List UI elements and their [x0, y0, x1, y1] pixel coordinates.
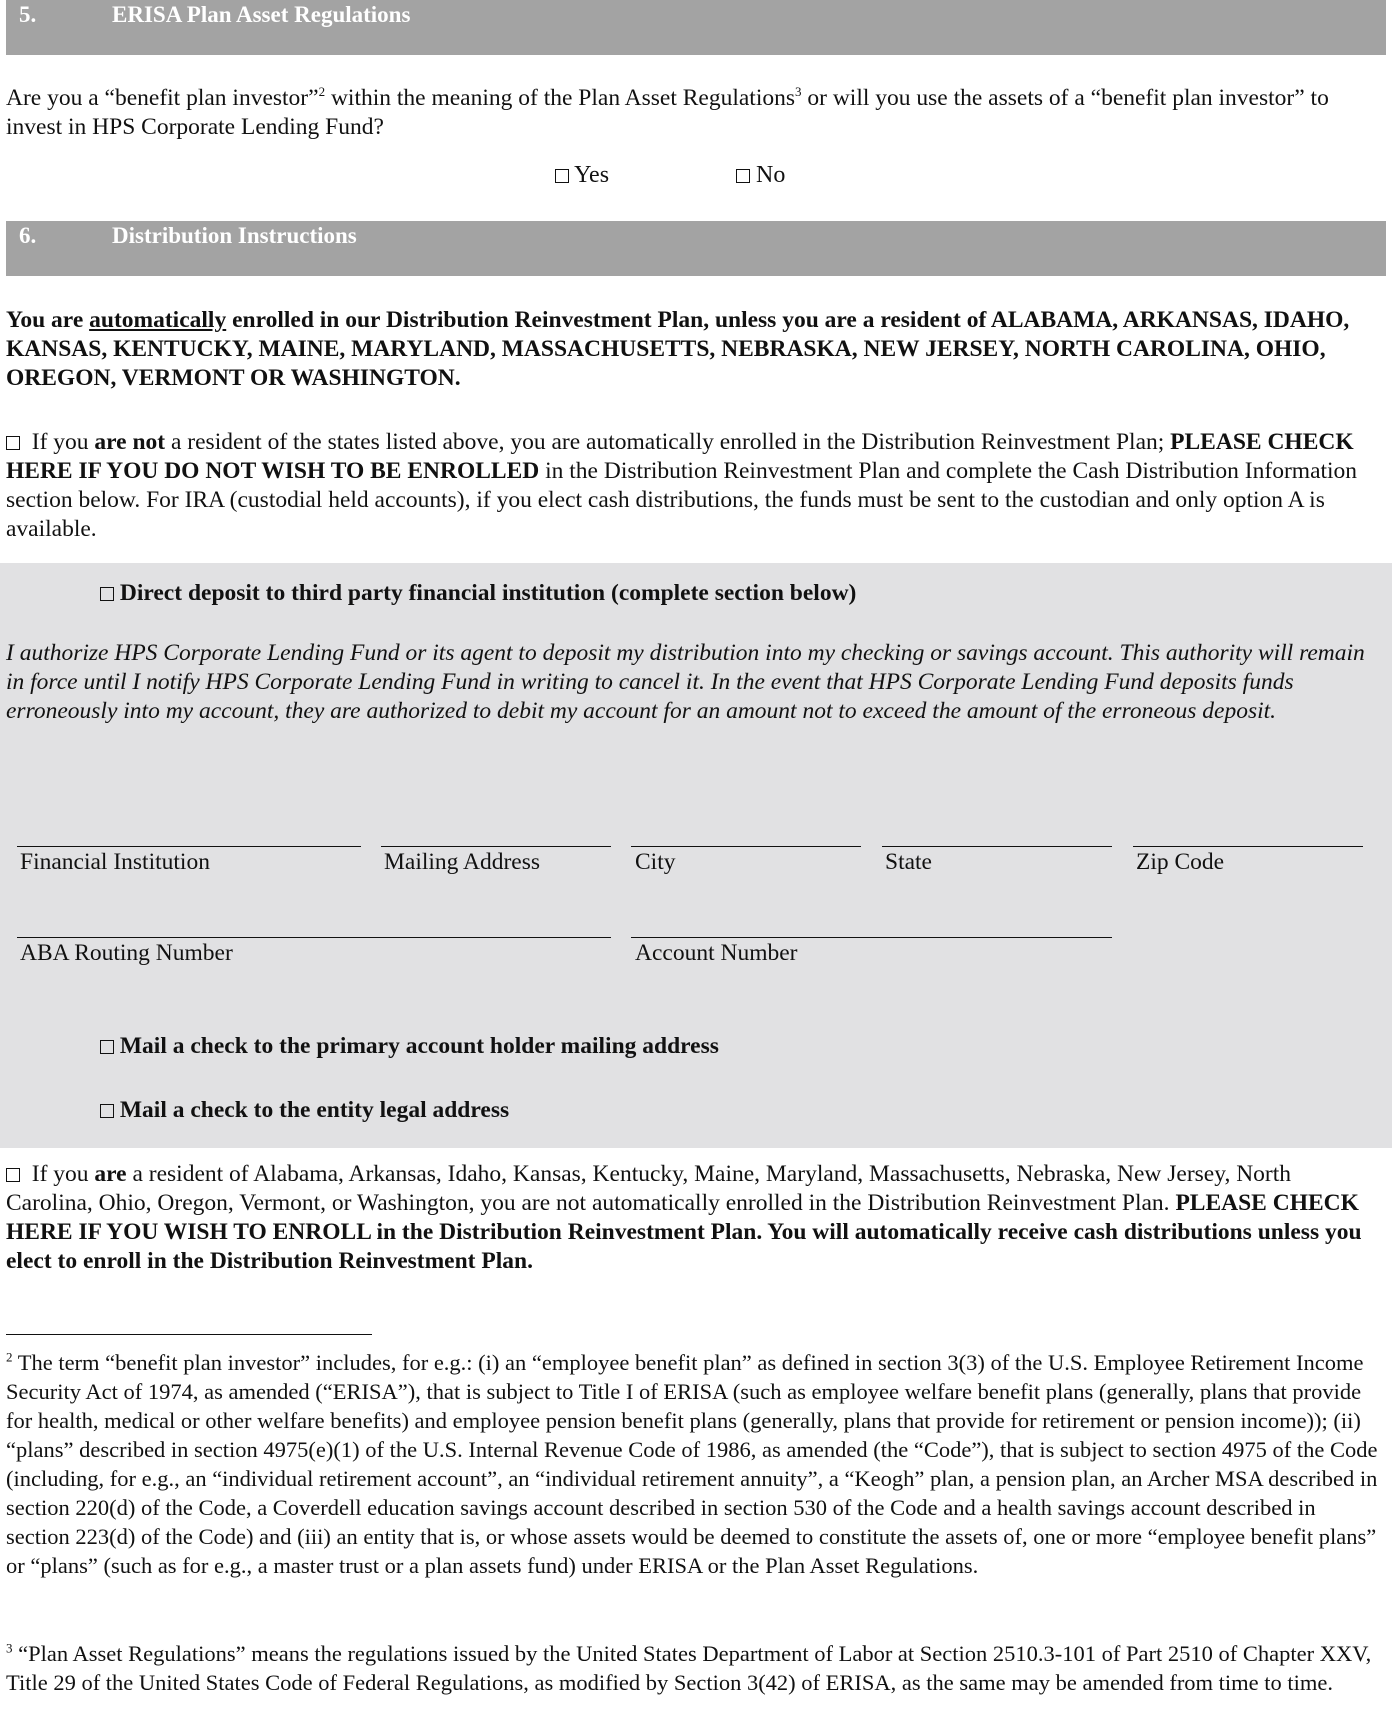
opt-out-emphasis: are not	[94, 429, 166, 455]
zip-line[interactable]	[1133, 846, 1363, 847]
footnote-2	[6, 1348, 1381, 1580]
aba-routing-label: ABA Routing Number	[20, 940, 233, 966]
mail-entity-label: Mail a check to the entity legal address	[119, 1097, 510, 1123]
opt-out-checkbox[interactable]	[6, 436, 20, 450]
notice-emphasis: automatically	[89, 307, 227, 333]
question-text: or will you use the assets of a “benefit plan investor” to invest in HPS Corporate Lending Fund?	[6, 85, 1329, 140]
footnote-divider	[6, 1334, 372, 1335]
opt-in-checkbox[interactable]	[6, 1168, 20, 1182]
mail-primary-option[interactable]	[100, 1032, 1300, 1061]
question-text: within the meaning of the Plan Asset Regulations	[325, 85, 796, 111]
account-number-label: Account Number	[635, 940, 798, 966]
opt-in-text: a resident of Alabama, Arkansas, Idaho, Kansas, Kentucky, Maine, Maryland, Massachusetts, Nebraska, New Jersey, North Carolina, Ohio, Oregon, Vermont, or Washington, you are not automatically enrolled in the Distribution Reinvestment Plan.	[6, 1161, 1292, 1216]
opt-in-emphasis: are	[94, 1161, 127, 1187]
mail-primary-label: Mail a check to the primary account holder mailing address	[119, 1033, 719, 1059]
direct-deposit-option[interactable]	[100, 579, 1300, 608]
opt-out-text: For IRA (custodial held accounts), if you elect cash distributions, the funds must be sent to the custodian and only option A is available.	[6, 487, 1325, 542]
opt-out-text: a resident of the states listed above, you are automatically enrolled in the Distribution Reinvestment Plan;	[165, 429, 1171, 455]
direct-deposit-checkbox[interactable]	[100, 587, 114, 601]
state-label: State	[885, 849, 932, 875]
aba-routing-line[interactable]	[17, 937, 611, 938]
opt-in-text: If you	[31, 1161, 95, 1187]
city-line[interactable]	[631, 846, 861, 847]
footnote-ref-2: 2	[318, 84, 326, 100]
no-label: No	[756, 162, 786, 188]
footnote-2-text: The term “benefit plan investor” includes, for e.g.: (i) an “employee benefit plan” as defined in section 3(3) of the U.S. Employee Retirement Income Security Act of 1974, as amended (“ERISA”), that is subject to Title I of ERISA (such as employee welfare benefit plans (generally, plans that provide for health, medical or other welfare benefits) and employee pension benefit plans (generally, plans that provide for retirement or pension income)); (ii) “plans” described in section 4975(e)(1) of the U.S. Internal Revenue Code of 1986, as amended (the “Code”), that is subject to section 4975 of the Code (including, for e.g., an “individual retirement account”, an “individual retirement annuity”, a “Keogh” plan, a pension plan, an Archer MSA described in section 220(d) of the Code, a Coverdell education savings account described in section 530 of the Code and a health savings account described in section 223(d) of the Code) and (iii) an entity that is, or whose assets would be deemed to constitute the assets of, one or more “employee benefit plans” or “plans” (such as for e.g., a master trust or a plan assets fund) under ERISA or the Plan Asset Regulations.	[6, 1350, 1378, 1578]
account-number-line[interactable]	[631, 937, 1112, 938]
section-number: 6.	[19, 223, 37, 248]
section-title: Distribution Instructions	[112, 223, 357, 248]
state-line[interactable]	[882, 846, 1112, 847]
section-5-header	[6, 0, 1386, 55]
footnote-3-text: “Plan Asset Regulations” means the regulations issued by the United States Department of Labor at Section 2510.3-101 of Part 2510 of Chapter XXV, Title 29 of the United States Code of Federal Regulations, as modified by Section 3(42) of ERISA, as the same may be amended from time to time.	[6, 1641, 1372, 1695]
mail-entity-option[interactable]	[100, 1096, 1300, 1125]
financial-institution-label: Financial Institution	[20, 849, 210, 875]
authorization-text: I authorize HPS Corporate Lending Fund or its agent to deposit my distribution into my checking or savings account. This authority will remain in force until I notify HPS Corporate Lending Fund in writing to cancel it. In the event that HPS Corporate Lending Fund deposits funds erroneously into my account, they are authorized to debit my account for an amount not to exceed the amount of the erroneous deposit.	[6, 640, 1365, 724]
no-option[interactable]	[736, 162, 785, 189]
footnote-2-mark: 2	[6, 1349, 13, 1365]
yes-label: Yes	[574, 162, 610, 188]
footnote-3-mark: 3	[6, 1640, 13, 1656]
opt-out-text: in the Distribution Reinvestment Plan and complete the Cash Distribution Information section below.	[6, 458, 1358, 513]
zip-label: Zip Code	[1136, 849, 1225, 875]
notice-text: enrolled in our Distribution Reinvestment Plan, unless you are a resident of ALABAMA, ARKANSAS, IDAHO, KANSAS, KENTUCKY, MAINE, MARYLAND, MASSACHUSETTS, NEBRASKA, NEW JERSEY, NORTH CAROLINA, OHIO, OREGON, VERMONT OR WASHINGTON.	[6, 307, 1350, 391]
opt-out-text: If you	[31, 429, 95, 455]
opt-out-paragraph	[6, 428, 1376, 544]
question-text: Are you a “benefit plan investor”	[6, 85, 319, 111]
erisa-question	[6, 84, 1376, 142]
yes-option[interactable]	[555, 162, 609, 189]
section-number: 5.	[19, 2, 37, 27]
no-checkbox[interactable]	[736, 169, 750, 183]
opt-in-paragraph	[6, 1160, 1376, 1276]
mailing-address-line[interactable]	[381, 846, 611, 847]
yes-checkbox[interactable]	[555, 169, 569, 183]
opt-out-emphasis: PLEASE CHECK HERE IF YOU DO NOT WISH TO BE ENROLLED	[6, 429, 1354, 484]
auto-enroll-notice	[6, 306, 1376, 393]
mail-entity-checkbox[interactable]	[100, 1104, 114, 1118]
footnote-ref-3: 3	[795, 84, 802, 100]
section-6-header	[6, 221, 1386, 276]
opt-in-emphasis: PLEASE CHECK HERE IF YOU WISH TO ENROLL in the Distribution Reinvestment Plan. You will automatically receive cash distributions unless you elect to enroll in the Distribution Reinvestment Plan.	[6, 1190, 1362, 1274]
city-label: City	[635, 849, 676, 875]
notice-text: You are	[6, 307, 90, 333]
footnote-3	[6, 1639, 1381, 1697]
mailing-address-label: Mailing Address	[384, 849, 541, 875]
section-title: ERISA Plan Asset Regulations	[112, 2, 411, 27]
mail-primary-checkbox[interactable]	[100, 1040, 114, 1054]
direct-deposit-label: Direct deposit to third party financial institution (complete section below)	[119, 580, 857, 606]
financial-institution-line[interactable]	[17, 846, 361, 847]
